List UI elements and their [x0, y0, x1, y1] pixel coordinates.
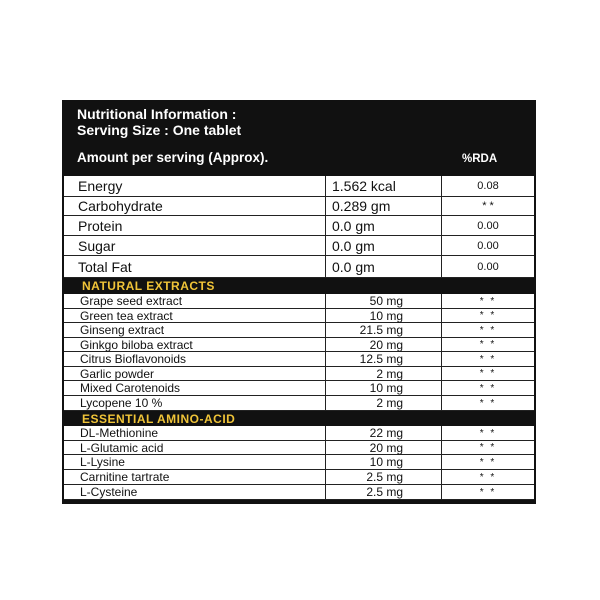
nutrient-amount: 20 mg	[326, 338, 442, 351]
nutrient-name: Energy	[64, 176, 326, 196]
nutrient-rda: * *	[482, 200, 494, 212]
nutrient-row	[64, 216, 534, 236]
nutrient-rda: 0.08	[477, 180, 499, 192]
nutrient-rda: 0.00	[477, 239, 499, 252]
nutrient-amount: 1.562 kcal	[326, 176, 442, 196]
nutrient-row	[64, 256, 534, 278]
label-title: Nutritional Information :	[77, 106, 237, 122]
amino-acid-table	[64, 426, 534, 500]
natural-extracts-table	[64, 294, 534, 411]
nutrient-rda: * *	[479, 324, 497, 336]
label-header	[62, 100, 536, 174]
nutrient-rda: * *	[479, 353, 497, 365]
nutrient-row	[64, 485, 534, 500]
nutrient-amount: 10 mg	[326, 455, 442, 469]
nutrient-rda: * *	[479, 310, 497, 321]
nutrient-rda: * *	[479, 486, 497, 498]
main-nutrients-table	[64, 176, 534, 278]
nutrient-row	[64, 455, 534, 470]
nutrient-amount: 0.0 gm	[326, 216, 442, 235]
nutrient-amount: 2.5 mg	[326, 470, 442, 484]
nutrient-name: Ginseng extract	[64, 323, 326, 337]
nutrient-row	[64, 338, 534, 352]
nutrient-row	[64, 396, 534, 411]
amount-per-serving-heading: Amount per serving (Approx).	[77, 150, 269, 165]
nutrient-amount: 50 mg	[326, 294, 442, 308]
nutrient-row	[64, 381, 534, 396]
nutrition-label	[62, 100, 536, 504]
nutrient-rda: * *	[479, 442, 497, 453]
nutrient-rda: * *	[479, 368, 497, 379]
nutrient-amount: 10 mg	[326, 381, 442, 395]
nutrient-name: Sugar	[64, 236, 326, 255]
nutrient-rda: * *	[479, 382, 497, 394]
nutrient-amount: 20 mg	[326, 441, 442, 454]
nutrient-amount: 21.5 mg	[326, 323, 442, 337]
nutrient-rda: * *	[479, 339, 497, 350]
nutrient-rda: * *	[479, 471, 497, 483]
nutrient-row	[64, 426, 534, 441]
nutrient-name: Total Fat	[64, 256, 326, 277]
nutrient-name: Carbohydrate	[64, 197, 326, 215]
nutrient-amount: 2.5 mg	[326, 485, 442, 499]
nutrient-name: DL-Methionine	[64, 426, 326, 440]
amino-acid-heading: ESSENTIAL AMINO-ACID	[64, 411, 534, 426]
nutrient-name: Mixed Carotenoids	[64, 381, 326, 395]
nutrient-name: Citrus Bioflavonoids	[64, 352, 326, 366]
serving-size: Serving Size : One tablet	[77, 122, 242, 138]
nutrient-amount: 12.5 mg	[326, 352, 442, 366]
nutrient-name: Lycopene 10 %	[64, 396, 326, 410]
nutrient-row	[64, 176, 534, 197]
nutrient-name: L-Lysine	[64, 455, 326, 469]
nutrient-amount: 10 mg	[326, 309, 442, 322]
nutrient-name: L-Cysteine	[64, 485, 326, 499]
nutrient-rda: * *	[479, 397, 497, 409]
nutrient-name: Grape seed extract	[64, 294, 326, 308]
nutrient-amount: 2 mg	[326, 367, 442, 380]
rda-column-heading: %RDA	[462, 153, 498, 165]
nutrient-amount: 0.0 gm	[326, 256, 442, 277]
nutrient-amount: 0.0 gm	[326, 236, 442, 255]
nutrient-row	[64, 309, 534, 323]
nutrient-name: Carnitine tartrate	[64, 470, 326, 484]
nutrient-row	[64, 367, 534, 381]
nutrient-row	[64, 197, 534, 216]
nutrient-amount: 22 mg	[326, 426, 442, 440]
nutrient-row	[64, 352, 534, 367]
nutrient-rda: 0.00	[477, 219, 499, 232]
nutrient-row	[64, 323, 534, 338]
nutrient-name: Garlic powder	[64, 367, 326, 380]
nutrient-amount: 2 mg	[326, 396, 442, 410]
nutrient-row	[64, 294, 534, 309]
nutrient-name: L-Glutamic acid	[64, 441, 326, 454]
nutrient-row	[64, 441, 534, 455]
nutrient-rda: 0.00	[477, 260, 499, 273]
nutrient-rda: * *	[479, 427, 497, 439]
nutrient-row	[64, 470, 534, 485]
nutrient-name: Green tea extract	[64, 309, 326, 322]
natural-extracts-heading: NATURAL EXTRACTS	[64, 278, 534, 294]
nutrient-amount: 0.289 gm	[326, 197, 442, 215]
nutrient-rda: * *	[479, 295, 497, 307]
nutrient-name: Protein	[64, 216, 326, 235]
nutrient-rda: * *	[479, 456, 497, 468]
nutrient-row	[64, 236, 534, 256]
nutrient-name: Ginkgo biloba extract	[64, 338, 326, 351]
